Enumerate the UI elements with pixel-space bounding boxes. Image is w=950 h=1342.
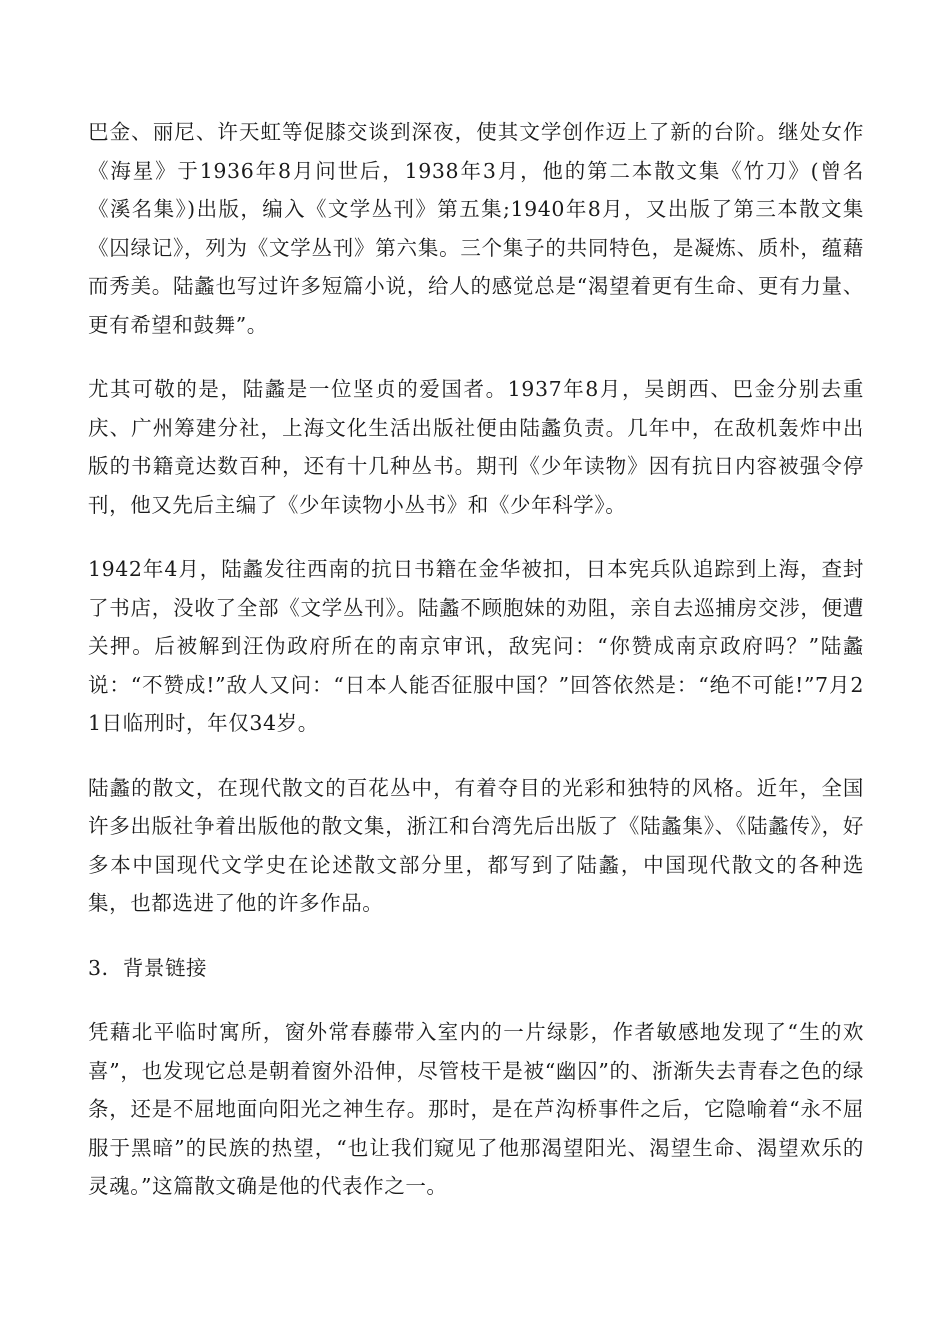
paragraph-4: 陆蠡的散文，在现代散文的百花丛中，有着夺目的光彩和独特的风格。近年，全国许多出版社争着出版他的散文集，浙江和台湾先后出版了《陆蠡集》、《陆蠡传》，好多本中国现代文学史在论述散文部分里，都写到了陆蠡，中国现代散文的各种选集，也都选进了他的许多作品。 <box>88 775 864 915</box>
paragraph-3: 1942年4月，陆蠡发往西南的抗日书籍在金华被扣，日本宪兵队追踪到上海，查封了书店，没收了全部《文学丛刊》。陆蠡不顾胞妹的劝阻，亲自去巡捕房交涉，便遭关押。后被解到汪伪政府所在的南京审讯，敌宪问：“你赞成南京政府吗？”陆蠡说：“不赞成!”敌人又问：“日本人能否征服中国？”回答依然是：“绝不可能!”7月21日临刑时，年仅34岁。 <box>88 557 864 735</box>
document-page <box>88 113 864 1232</box>
section-paragraph: 凭藉北平临时寓所，窗外常春藤带入室内的一片绿影，作者敏感地发现了“生的欢喜”，也发现它总是朝着窗外沿伸，尽管枝干是被“幽囚”的、浙渐失去青春之色的绿条，还是不屈地面向阳光之神生存。那时，是在芦沟桥事件之后，它隐喻着“永不屈服于黑暗”的民族的热望，“也让我们窥见了他那渴望阳光、渴望生命、渴望欢乐的灵魂。”这篇散文确是他的代表作之一。 <box>88 1020 864 1198</box>
paragraph-2: 尤其可敬的是，陆蠡是一位坚贞的爱国者。1937年8月，吴朗西、巴金分别去重庆、广州筹建分社，上海文化生活出版社便由陆蠡负责。几年中，在敌机轰炸中出版的书籍竟达数百种，还有十几种丛书。期刊《少年读物》因有抗日内容被强令停刊，他又先后主编了《少年读物小丛书》和《少年科学》。 <box>88 377 864 517</box>
section-heading: 3．背景链接 <box>88 955 208 980</box>
paragraph-1: 巴金、丽尼、许天虹等促膝交谈到深夜，使其文学创作迈上了新的台阶。继处女作《海星》于1936年8月问世后，1938年3月，他的第二本散文集《竹刀》(曾名《溪名集》)出版，编入《文学丛刊》第五集;1940年8月，又出版了第三本散文集《囚绿记》，列为《文学丛刊》第六集。三个集子的共同特色，是凝炼、质朴，蕴藉而秀美。陆蠡也写过许多短篇小说，给人的感觉总是“渴望着更有生命、更有力量、更有希望和鼓舞”。 <box>88 120 864 337</box>
